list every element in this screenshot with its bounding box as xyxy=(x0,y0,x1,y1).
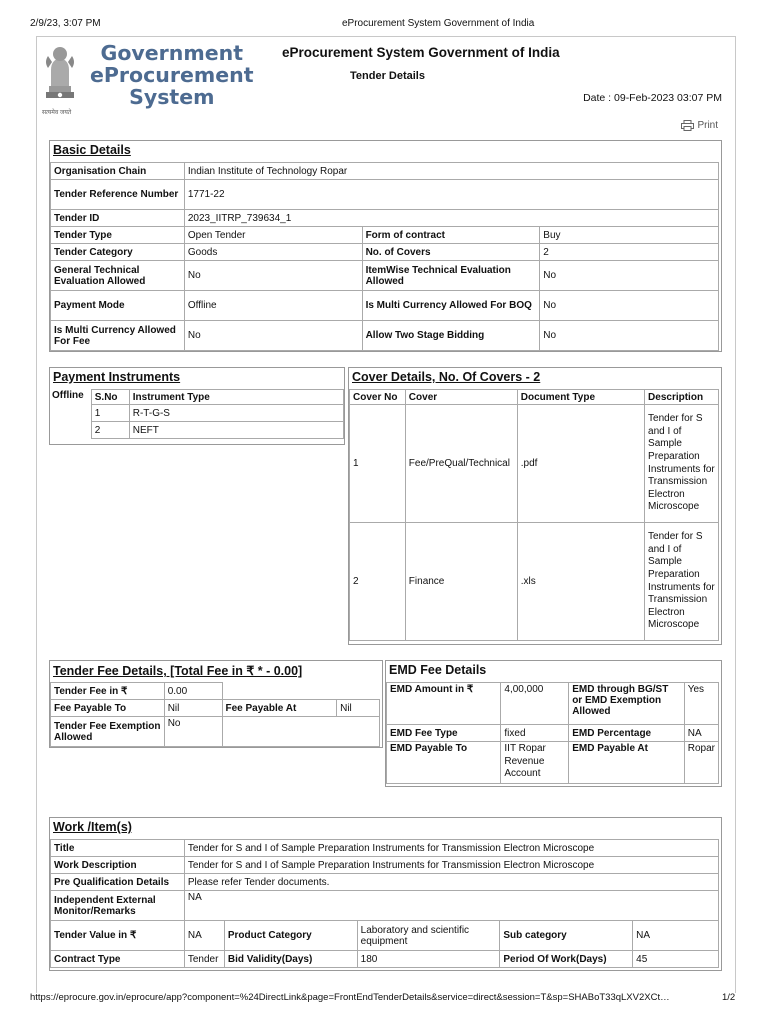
payment-mode-label: Payment Mode xyxy=(51,291,185,321)
emd-fee-panel xyxy=(385,660,722,787)
org-chain-value: Indian Institute of Technology Ropar xyxy=(184,163,718,180)
cover-description: Tender for S and I of Sample Preparation Instruments for Transmission Electron Microscope xyxy=(645,523,719,641)
tender-category-value: Goods xyxy=(184,244,362,261)
col-sno: S.No xyxy=(91,390,129,405)
multi-fee-label: Is Multi Currency Allowed For Fee xyxy=(51,321,185,351)
multi-fee-value: No xyxy=(184,321,362,351)
cover-doc-type: .pdf xyxy=(517,405,644,523)
col-instrument-type: Instrument Type xyxy=(129,390,343,405)
multi-boq-value: No xyxy=(540,291,719,321)
fee-payable-to-label: Fee Payable To xyxy=(51,700,165,717)
national-emblem-icon xyxy=(40,40,80,112)
sub-category-value: NA xyxy=(633,921,719,951)
table-row xyxy=(91,405,343,422)
contract-type-label: Contract Type xyxy=(51,951,185,968)
fee-payable-at-label: Fee Payable At xyxy=(222,700,337,717)
col-document-type: Document Type xyxy=(517,390,644,405)
tender-id-label: Tender ID xyxy=(51,210,185,227)
basic-details-table xyxy=(50,162,719,351)
work-title-value: Tender for S and I of Sample Preparation Instruments for Transmission Electron Microscope xyxy=(184,840,718,857)
emd-type-label: EMD Fee Type xyxy=(387,725,501,742)
instrument-type: NEFT xyxy=(129,422,343,439)
emd-bgst-value: Yes xyxy=(684,683,718,725)
cover-doc-type: .xls xyxy=(517,523,644,641)
cover-description: Tender for S and I of Sample Preparation Instruments for Transmission Electron Microscope xyxy=(645,405,719,523)
fee-payable-to-value: Nil xyxy=(164,700,222,717)
tender-fee-label: Tender Fee in ₹ xyxy=(51,683,165,700)
tender-fee-value: 0.00 xyxy=(164,683,222,700)
multi-boq-label: Is Multi Currency Allowed For BOQ xyxy=(362,291,540,321)
cover-details-title: Cover Details, No. Of Covers - 2 xyxy=(352,370,541,384)
instrument-table xyxy=(91,389,344,439)
page-subtitle: Tender Details xyxy=(350,70,425,82)
emd-fee-title: EMD Fee Details xyxy=(389,663,487,677)
contract-type-value: Tender xyxy=(184,951,224,968)
printer-icon xyxy=(681,120,694,131)
tender-fee-table xyxy=(50,682,380,747)
cover-details-panel xyxy=(348,367,722,645)
work-period-label: Period Of Work(Days) xyxy=(500,951,633,968)
tender-ref-label: Tender Reference Number xyxy=(51,180,185,210)
cover-no: 1 xyxy=(350,405,406,523)
payment-mode-value: Offline xyxy=(184,291,362,321)
fee-exemption-value: No xyxy=(164,717,222,747)
tender-fee-panel xyxy=(49,660,383,748)
table-row xyxy=(350,405,719,523)
emd-payable-to-value: IIT Ropar Revenue Account xyxy=(501,742,569,784)
col-description: Description xyxy=(645,390,719,405)
emd-payable-at-label: EMD Payable At xyxy=(569,742,685,784)
gen-tech-label: General Technical Evaluation Allowed xyxy=(51,261,185,291)
work-items-panel xyxy=(49,817,722,971)
emd-bgst-label: EMD through BG/ST or EMD Exemption Allowed xyxy=(569,683,685,725)
tender-value-label: Tender Value in ₹ xyxy=(51,921,185,951)
cover-no: 2 xyxy=(350,523,406,641)
monitor-label: Independent External Monitor/Remarks xyxy=(51,891,185,921)
fee-exemption-label: Tender Fee Exemption Allowed xyxy=(51,717,165,747)
work-period-value: 45 xyxy=(633,951,719,968)
sub-category-label: Sub category xyxy=(500,921,633,951)
product-category-label: Product Category xyxy=(224,921,357,951)
tender-id-value: 2023_IITRP_739634_1 xyxy=(184,210,718,227)
bid-validity-value: 180 xyxy=(357,951,500,968)
logo-wordmark: Government eProcurement System xyxy=(90,41,254,109)
emd-amount-label: EMD Amount in ₹ xyxy=(387,683,501,725)
tender-value-value: NA xyxy=(184,921,224,951)
cover-name: Fee/PreQual/Technical xyxy=(405,405,517,523)
print-button[interactable] xyxy=(681,120,718,131)
print-page-title: eProcurement System Government of India xyxy=(342,18,535,29)
print-datetime: 2/9/23, 3:07 PM xyxy=(30,18,101,29)
work-title-label: Title xyxy=(51,840,185,857)
preq-value: Please refer Tender documents. xyxy=(184,874,718,891)
instrument-sno: 2 xyxy=(91,422,129,439)
basic-details-title: Basic Details xyxy=(53,143,131,157)
bid-validity-label: Bid Validity(Days) xyxy=(224,951,357,968)
emblem-caption: सत्यमेव जयते xyxy=(42,110,72,116)
payment-instruments-title: Payment Instruments xyxy=(53,370,181,384)
date-line: Date : 09-Feb-2023 03:07 PM xyxy=(583,92,722,104)
cover-name: Finance xyxy=(405,523,517,641)
emd-payable-to-label: EMD Payable To xyxy=(387,742,501,784)
work-desc-label: Work Description xyxy=(51,857,185,874)
instrument-sno: 1 xyxy=(91,405,129,422)
itemwise-value: No xyxy=(540,261,719,291)
itemwise-label: ItemWise Technical Evaluation Allowed xyxy=(362,261,540,291)
fee-payable-at-value: Nil xyxy=(337,700,380,717)
monitor-value: NA xyxy=(184,891,718,921)
work-items-title: Work /Item(s) xyxy=(53,820,132,834)
emd-type-value: fixed xyxy=(501,725,569,742)
two-stage-label: Allow Two Stage Bidding xyxy=(362,321,540,351)
site-logo[interactable] xyxy=(40,40,254,118)
covers-label: No. of Covers xyxy=(362,244,540,261)
cover-table xyxy=(349,389,719,641)
col-cover-no: Cover No xyxy=(350,390,406,405)
work-items-table xyxy=(50,839,719,968)
product-category-value: Laboratory and scientific equipment xyxy=(357,921,500,951)
basic-details-panel xyxy=(49,140,722,352)
page-title: eProcurement System Government of India xyxy=(282,45,560,60)
tender-type-value: Open Tender xyxy=(184,227,362,244)
two-stage-value: No xyxy=(540,321,719,351)
payment-mode-tag: Offline xyxy=(52,390,84,401)
payment-instruments-panel xyxy=(49,367,345,445)
print-page-number: 1/2 xyxy=(722,992,736,1003)
print-label: Print xyxy=(697,120,718,131)
emd-table xyxy=(386,682,719,784)
tender-type-label: Tender Type xyxy=(51,227,185,244)
emd-amount-value: 4,00,000 xyxy=(501,683,569,725)
emd-percent-label: EMD Percentage xyxy=(569,725,685,742)
tender-ref-value: 1771-22 xyxy=(184,180,718,210)
emd-payable-at-value: Ropar xyxy=(684,742,718,784)
tender-fee-title: Tender Fee Details, [Total Fee in ₹ * - 0.00] xyxy=(53,664,303,678)
table-row xyxy=(91,422,343,439)
gen-tech-value: No xyxy=(184,261,362,291)
contract-form-value: Buy xyxy=(540,227,719,244)
table-row xyxy=(350,523,719,641)
covers-value: 2 xyxy=(540,244,719,261)
print-url: https://eprocure.gov.in/eprocure/app?component=%24DirectLink&page=FrontEndTenderDetails&service=direct&session=T&sp=SHABoT33qLXV2XCt… xyxy=(30,992,670,1003)
contract-form-label: Form of contract xyxy=(362,227,540,244)
tender-category-label: Tender Category xyxy=(51,244,185,261)
work-desc-value: Tender for S and I of Sample Preparation Instruments for Transmission Electron Microscope xyxy=(184,857,718,874)
preq-label: Pre Qualification Details xyxy=(51,874,185,891)
emd-percent-value: NA xyxy=(684,725,718,742)
instrument-type: R-T-G-S xyxy=(129,405,343,422)
org-chain-label: Organisation Chain xyxy=(51,163,185,180)
col-cover: Cover xyxy=(405,390,517,405)
